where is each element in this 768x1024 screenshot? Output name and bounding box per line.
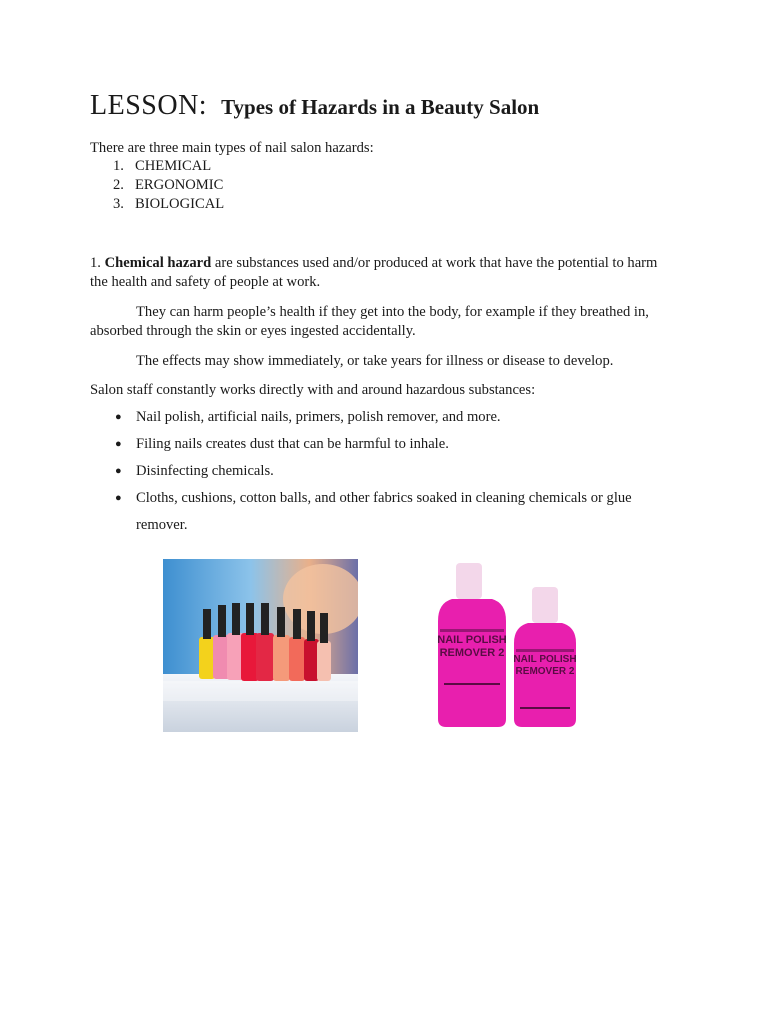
list-number: 3.: [113, 196, 124, 212]
section-number: 1.: [90, 255, 101, 271]
nail-polish-photo: [163, 559, 358, 732]
lesson-title: [90, 90, 539, 122]
list-item: CHEMICAL: [135, 158, 212, 174]
list-item: Filing nails creates dust that can be harmful to inhale.: [136, 436, 449, 452]
list-number: 1.: [113, 158, 124, 174]
list-item: ERGONOMIC: [135, 177, 224, 193]
remover-label-line2: REMOVER 2: [439, 647, 505, 659]
list-number: 2.: [113, 177, 124, 193]
definition-text: are substances used and/or produced at work that have the potential to harm: [211, 255, 658, 271]
remover-label-line1: NAIL POLISH: [437, 634, 507, 646]
definition-continuation: the health and safety of people at work.: [90, 274, 321, 290]
chemical-definition: [90, 254, 657, 273]
polish-remover-photo: [408, 559, 608, 732]
list-item: Cloths, cushions, cotton balls, and other fabrics soaked in cleaning chemicals or glue: [136, 490, 632, 506]
bullet-icon: ●: [115, 411, 122, 423]
lesson-label: LESSON:: [90, 90, 208, 121]
list-item: Disinfecting chemicals.: [136, 463, 274, 479]
intro-text: There are three main types of nail salon hazards:: [90, 140, 374, 156]
chemical-term: Chemical hazard: [104, 255, 212, 271]
paragraph-text: The effects may show immediately, or take years for illness or disease to develop.: [136, 353, 614, 369]
remover-label-line2: REMOVER 2: [515, 666, 575, 677]
list-item: Nail polish, artificial nails, primers, polish remover, and more.: [136, 409, 501, 425]
bullet-icon: ●: [115, 465, 122, 477]
nail-polish-illustration: [163, 559, 358, 732]
lesson-subject: Types of Hazards in a Beauty Salon: [221, 95, 540, 119]
paragraph-line: absorbed through the skin or eyes ingested accidentally.: [90, 323, 416, 339]
polish-remover-illustration: [408, 559, 608, 732]
bullet-icon: ●: [115, 492, 122, 504]
list-item: BIOLOGICAL: [135, 196, 225, 212]
paragraph-line: They can harm people’s health if they get into the body, for example if they breathed in,: [136, 304, 649, 320]
staff-intro: Salon staff constantly works directly with and around hazardous substances:: [90, 382, 536, 398]
list-item-continuation: remover.: [136, 517, 188, 533]
bullet-icon: ●: [115, 438, 122, 450]
remover-label-line1: NAIL POLISH: [513, 654, 577, 665]
